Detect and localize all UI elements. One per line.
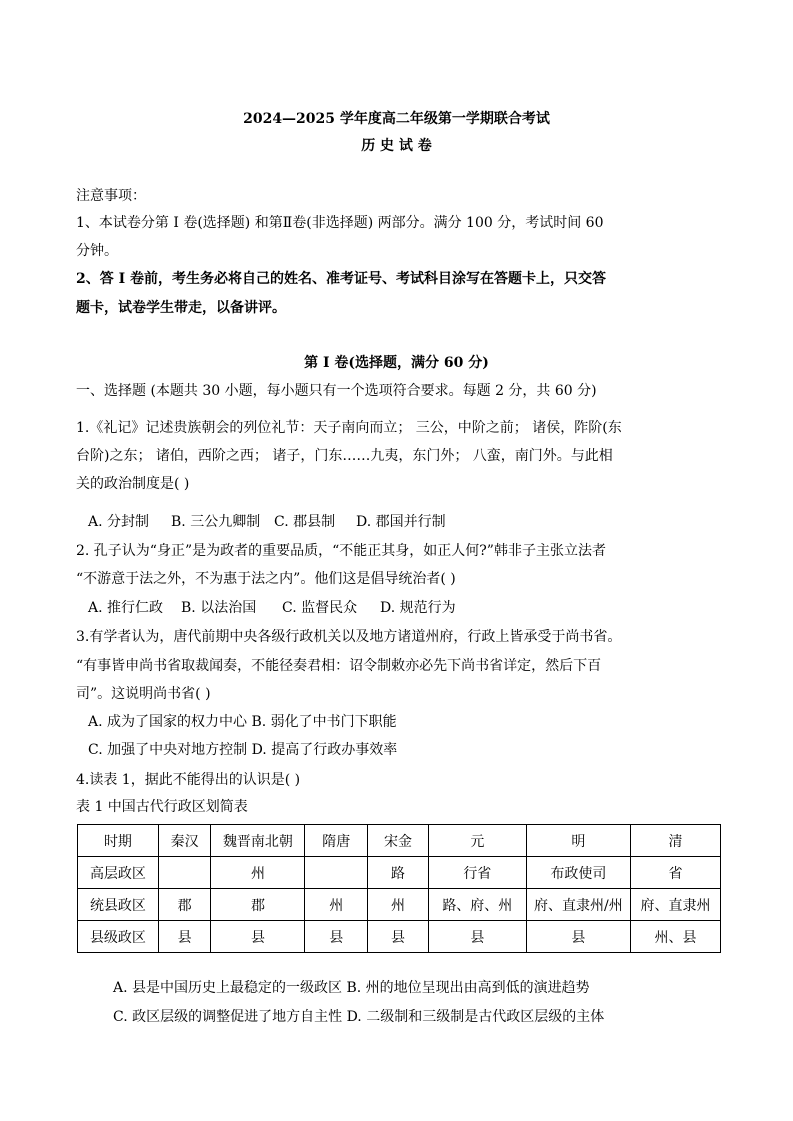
- q2-option-b: B. 以法治国: [181, 600, 257, 616]
- q4-options-row1: A. 县是中国历史上最稳定的一级政区 B. 州的地位呈现出由高到低的演进趋势: [113, 980, 590, 996]
- table-header-cell: 秦汉: [158, 825, 211, 857]
- table-header-row: [78, 825, 721, 857]
- table-cell: 县: [158, 921, 211, 953]
- q3-stem-line3: 司”。这说明尚书省( ): [76, 686, 211, 702]
- q2-stem-line1: 2. 孔子认为“身正”是为政者的重要品质，“不能正其身，如正人何?”韩非子主张立法者: [76, 543, 606, 559]
- table-cell: 府、直隶州/州: [526, 889, 630, 921]
- table-header-cell: 时期: [78, 825, 159, 857]
- q2-option-c: C. 监督民众: [282, 600, 358, 616]
- table-cell: 州: [368, 889, 429, 921]
- table-cell: 省: [630, 857, 720, 889]
- q1-stem-line3: 关的政治制度是( ): [76, 476, 190, 492]
- table-row: [78, 857, 721, 889]
- table-cell: 路、府、州: [428, 889, 526, 921]
- q2-stem-line2: “不游意于法之外，不为惠于法之内”。他们这是倡导统治者( ): [76, 571, 456, 587]
- notice-item-1: 1、本试卷分第 I 卷(选择题) 和第Ⅱ卷(非选择题) 两部分。满分 100 分，考试时间 60: [76, 215, 604, 231]
- table-row: [78, 889, 721, 921]
- q3-options-row1: A. 成为了国家的权力中心 B. 弱化了中书门下职能: [88, 714, 397, 730]
- table-header-cell: 宋金: [368, 825, 429, 857]
- table-cell: 州: [211, 857, 305, 889]
- q4-options-row2: C. 政区层级的调整促进了地方自主性 D. 二级制和三级制是古代政区层级的主体: [113, 1009, 605, 1025]
- table-header-cell: 明: [526, 825, 630, 857]
- table-cell: 行省: [428, 857, 526, 889]
- table-header-cell: 隋唐: [305, 825, 368, 857]
- table-cell: 统县政区: [78, 889, 159, 921]
- table-cell: 县: [368, 921, 429, 953]
- q4-stem: 4.读表 1，据此不能得出的认识是( ): [76, 772, 301, 788]
- exam-subtitle: 历 史 试 卷: [361, 138, 432, 154]
- q2-option-d: D. 规范行为: [380, 600, 456, 616]
- table-cell: 路: [368, 857, 429, 889]
- table-cell: 县: [526, 921, 630, 953]
- table-cell: 郡: [211, 889, 305, 921]
- q2-option-a: A. 推行仁政: [88, 600, 164, 616]
- q4-table-caption: 表 1 中国古代行政区划简表: [76, 799, 248, 815]
- table-cell: [305, 857, 368, 889]
- table-cell: 州: [305, 889, 368, 921]
- table-cell: 县: [211, 921, 305, 953]
- exam-title: 2024—2025 学年度高二年级第一学期联合考试: [243, 111, 550, 127]
- notice-heading: 注意事项：: [76, 188, 146, 204]
- notice-item-1-cont: 分钟。: [76, 243, 118, 259]
- q1-option-b: B. 三公九卿制: [171, 514, 261, 530]
- q3-stem-line1: 3.有学者认为，唐代前期中央各级行政机关以及地方诸道州府，行政上皆承受于尚书省。: [76, 629, 622, 645]
- table-cell: 州、县: [630, 921, 720, 953]
- section-title: 第 I 卷(选择题，满分 60 分): [304, 355, 489, 371]
- table-cell: 高层政区: [78, 857, 159, 889]
- q3-stem-line2: “有事皆申尚书省取裁闻奏，不能径奏君相：诏令制敕亦必先下尚书省详定，然后下百: [76, 658, 602, 674]
- table-cell: 郡: [158, 889, 211, 921]
- table-cell: [158, 857, 211, 889]
- q1-option-d: D. 郡国并行制: [356, 514, 446, 530]
- table-header-cell: 魏晋南北朝: [211, 825, 305, 857]
- admin-division-table: [77, 824, 721, 953]
- q1-option-c: C. 郡县制: [274, 514, 336, 530]
- q1-stem-line2: 台阶)之东； 诸伯，西阶之西； 诸子，门东……九夷，东门外； 八蛮，南门外。与此相: [76, 448, 613, 464]
- table-cell: 县级政区: [78, 921, 159, 953]
- notice-item-2-cont: 题卡，试卷学生带走，以备讲评。: [76, 300, 286, 316]
- table-cell: 布政使司: [526, 857, 630, 889]
- section-instruction: 一、选择题 (本题共 30 小题，每小题只有一个选项符合要求。每题 2 分，共 60 分): [76, 383, 597, 399]
- table-header-cell: 元: [428, 825, 526, 857]
- q1-option-a: A. 分封制: [88, 514, 150, 530]
- table-cell: 县: [428, 921, 526, 953]
- q3-options-row2: C. 加强了中央对地方控制 D. 提高了行政办事效率: [88, 742, 398, 758]
- table-cell: 县: [305, 921, 368, 953]
- table-header-cell: 清: [630, 825, 720, 857]
- table-cell: 府、直隶州: [630, 889, 720, 921]
- notice-item-2: 2、答 I 卷前，考生务必将自己的姓名、准考证号、考试科目涂写在答题卡上，只交答: [76, 271, 607, 287]
- table-row: [78, 921, 721, 953]
- q1-stem-line1: 1.《礼记》记述贵族朝会的列位礼节：天子南向而立； 三公，中阶之前； 诸侯，阼阶(东: [76, 420, 622, 436]
